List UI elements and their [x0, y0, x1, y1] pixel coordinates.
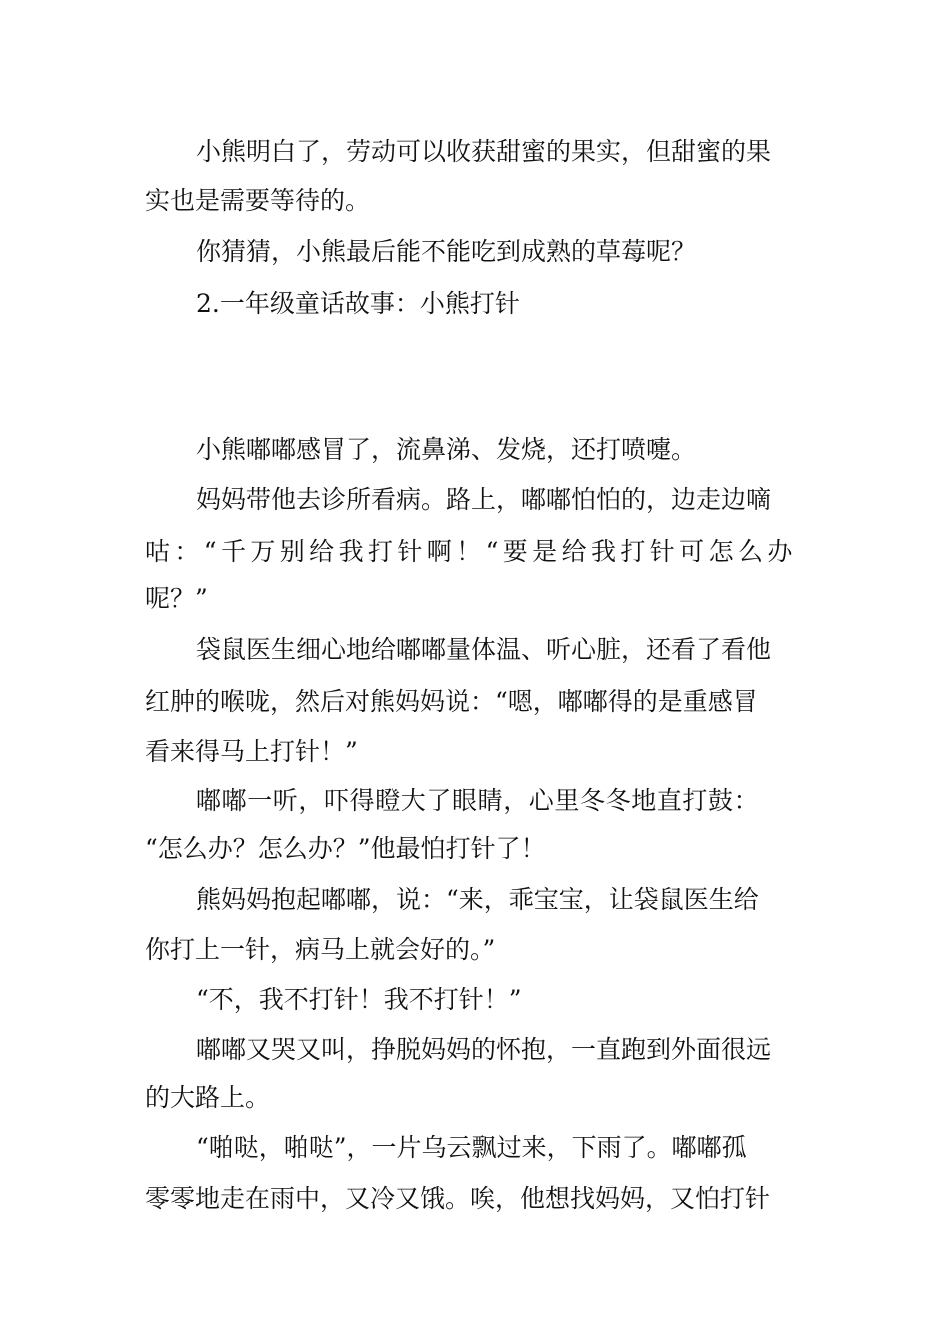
text-line: 小熊嘟嘟感冒了，流鼻涕、发烧，还打喷嚏。	[196, 435, 697, 464]
text-line: 嘟嘟一听，吓得瞪大了眼睛，心里冬冬地直打鼓：	[196, 786, 760, 815]
text-line: 妈妈带他去诊所看病。路上，嘟嘟怕怕的，边走边嘀	[196, 485, 772, 514]
text-line: 看来得马上打针！”	[145, 737, 358, 766]
text-line: 你打上一针，病马上就会好的。”	[145, 935, 496, 964]
text-line: “怎么办？怎么办？”他最怕打针了！	[145, 834, 546, 863]
text-line: “啪哒，啪哒”，一片乌云飘过来，下雨了。嘟嘟孤	[196, 1133, 747, 1162]
text-line: 呢？”	[145, 584, 208, 613]
text-line: 咕：“千万别给我打针啊！“要是给我打针可怎么办	[145, 537, 797, 566]
text-line: 小熊明白了，劳动可以收获甜蜜的果实，但甜蜜的果	[196, 137, 772, 166]
text-line: 熊妈妈抱起嘟嘟，说：“来，乖宝宝，让袋鼠医生给	[196, 885, 759, 914]
text-line: 的大路上。	[145, 1083, 271, 1112]
text-line: “不，我不打针！我不打针！”	[196, 985, 522, 1014]
text-line: 红肿的喉咙，然后对熊妈妈说：“嗯，嘟嘟得的是重感冒	[145, 687, 758, 716]
section-heading: 2.一年级童话故事：小熊打针	[196, 289, 520, 318]
text-line: 嘟嘟又哭又叫，挣脱妈妈的怀抱，一直跑到外面很远	[196, 1035, 772, 1064]
text-line: 你猜猜，小熊最后能不能吃到成熟的草莓呢？	[196, 237, 697, 266]
text-line: 零零地走在雨中，又冷又饿。唉，他想找妈妈，又怕打针	[145, 1184, 771, 1213]
text-line: 袋鼠医生细心地给嘟嘟量体温、听心脏，还看了看他	[196, 635, 772, 664]
text-line: 实也是需要等待的。	[145, 186, 371, 215]
